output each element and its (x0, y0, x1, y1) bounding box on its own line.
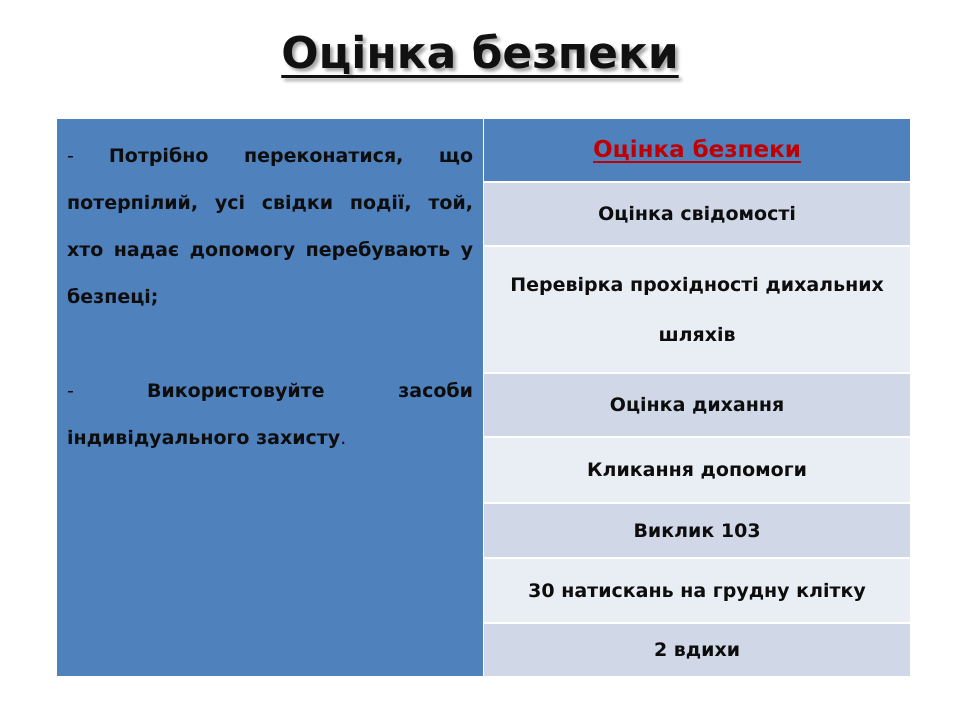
step-breathing: Оцінка дихання (484, 373, 911, 437)
paragraph-spacer (67, 321, 473, 368)
instruction-item-2 (67, 368, 473, 462)
table-row (484, 503, 911, 558)
assessment-steps-table (483, 119, 911, 678)
table-header: Оцінка безпеки (484, 119, 911, 182)
step-airway: Перевірка прохідності дихальних шляхів (484, 246, 911, 373)
step-consciousness: Оцінка свідомості (484, 182, 911, 246)
table-row (484, 623, 911, 677)
instruction-text: Використовуйте засоби індивідуального захисту (67, 380, 473, 449)
step-call-help: Кликання допомоги (484, 437, 911, 503)
step-compressions: 30 натискань на грудну клітку (484, 558, 911, 623)
instruction-dash: - (67, 380, 147, 402)
slide-title: Оцінка безпеки (281, 28, 679, 79)
instruction-dash: - (67, 145, 109, 167)
table-row (484, 437, 911, 503)
instruction-text: Потрібно переконатися, що потерпілий, усі свідки події, той, хто надає допомогу перебувають у безпеці; (67, 145, 473, 308)
table-row (484, 558, 911, 623)
table-row (484, 373, 911, 437)
safety-instructions-panel (57, 119, 483, 676)
instruction-tail: . (340, 427, 347, 449)
table-header-row (484, 119, 911, 182)
table-row (484, 246, 911, 373)
step-breaths: 2 вдихи (484, 623, 911, 677)
table-row (484, 182, 911, 246)
instruction-item-1 (67, 133, 473, 321)
step-call-103: Виклик 103 (484, 503, 911, 558)
